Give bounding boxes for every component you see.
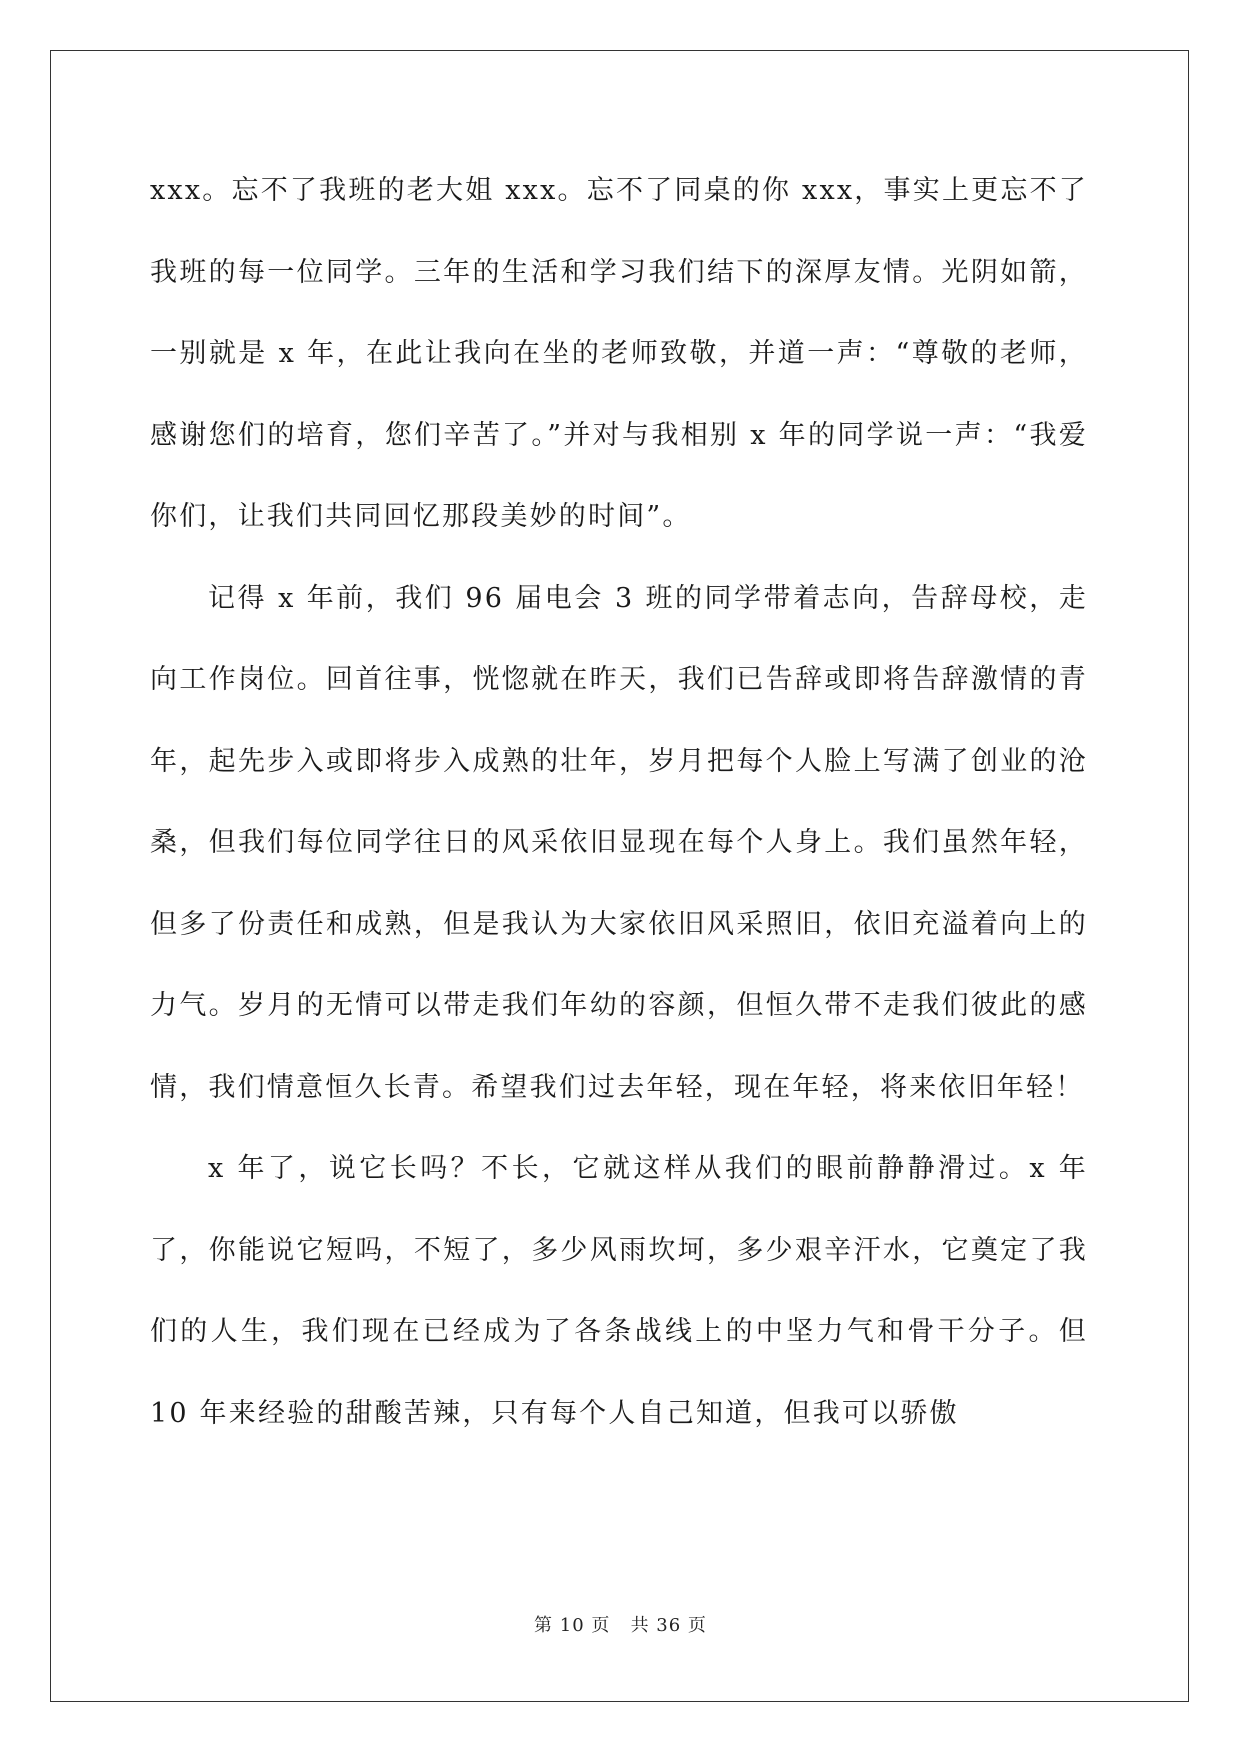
paragraph-1: xxx。忘不了我班的老大姐 xxx。忘不了同桌的你 xxx，事实上更忘不了我班的每一位同学。三年的生活和学习我们结下的深厚友情。光阴如箭，一别就是 x 年，在此让我向在坐的老师致敬，并道一声：“尊敬的老师，感谢您们的培育，您们辛苦了。”并对与我相别 x 年的同学说一声：“我爱你们，让我们共同回忆那段美妙的时间”。 xyxy=(150,175,1088,532)
paragraph-3: x 年了，说它长吗？不长，它就这样从我们的眼前静静滑过。x 年了，你能说它短吗，不短了，多少风雨坎坷，多少艰辛汗水，它奠定了我们的人生，我们现在已经成为了各条战线上的中坚力气和骨干分子。但 10 年来经验的甜酸苦辣，只有每个人自己知道，但我可以骄傲 xyxy=(150,1153,1088,1429)
page-number: 第 10 页 xyxy=(534,1615,611,1636)
page-total: 共 36 页 xyxy=(630,1615,707,1636)
document-body xyxy=(150,150,1088,1454)
page-footer xyxy=(0,1614,1241,1638)
paragraph-2: 记得 x 年前，我们 96 届电会 3 班的同学带着志向，告辞母校，走向工作岗位。回首往事，恍惚就在昨天，我们已告辞或即将告辞激情的青年，起先步入或即将步入成熟的壮年，岁月把每个人脸上写满了创业的沧桑，但我们每位同学往日的风采依旧显现在每个人身上。我们虽然年轻，但多了份责任和成熟，但是我认为大家依旧风采照旧，依旧充溢着向上的力气。岁月的无情可以带走我们年幼的容颜，但恒久带不走我们彼此的感情，我们情意恒久长青。希望我们过去年轻，现在年轻，将来依旧年轻！ xyxy=(150,582,1088,1103)
